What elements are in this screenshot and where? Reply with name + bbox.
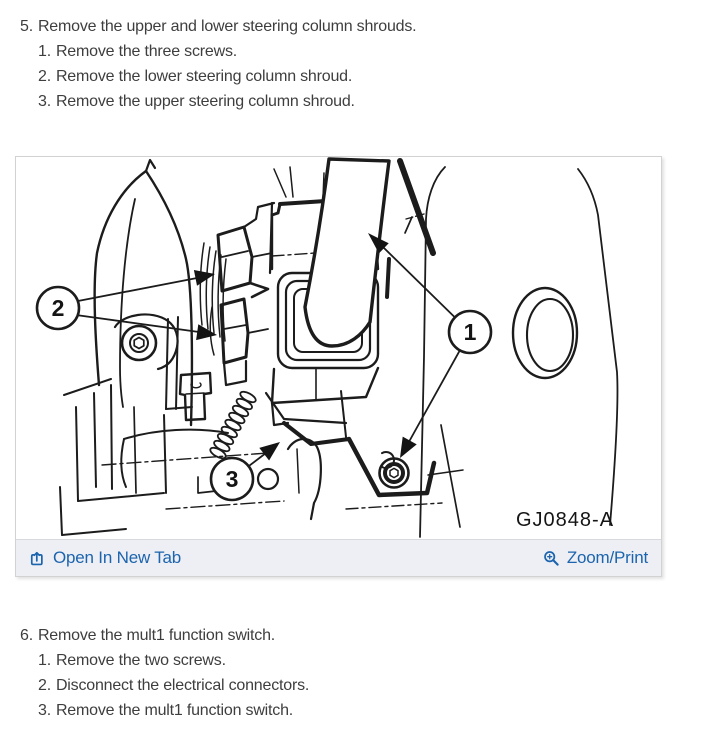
open-in-new-tab-label: Open In New Tab <box>53 548 182 567</box>
step-item <box>38 648 309 673</box>
instructions-step-6 <box>0 623 309 723</box>
callout-3 <box>211 458 253 500</box>
step-number: 3. <box>38 702 51 719</box>
figure-panel <box>15 156 662 577</box>
callout-2 <box>37 287 79 329</box>
step-item <box>20 14 416 39</box>
step-text: Disconnect the electrical connectors. <box>55 677 310 694</box>
callout-3-number: 3 <box>225 466 239 492</box>
step-text: Remove the mult1 function switch. <box>37 627 276 644</box>
figure-code-label: GJ0848-A <box>516 509 615 531</box>
step-item <box>38 64 416 89</box>
step-text: Remove the three screws. <box>55 43 238 60</box>
step-text: Remove the upper and lower steering column shrouds. <box>37 18 417 35</box>
step-text: Remove the two screws. <box>55 652 226 669</box>
step-number: 1. <box>38 43 51 60</box>
step-text: Remove the mult1 function switch. <box>55 702 294 719</box>
steering-column-diagram <box>16 157 661 539</box>
step-number: 6. <box>20 627 33 644</box>
callout-1 <box>449 311 491 353</box>
zoom-icon <box>543 550 560 567</box>
zoom-print-label: Zoom/Print <box>566 548 648 567</box>
open-in-new-tab-link[interactable] <box>29 548 181 568</box>
zoom-print-link[interactable] <box>543 548 648 568</box>
figure-drawing-area <box>16 157 661 539</box>
step-number: 5. <box>20 18 33 35</box>
open-in-new-tab-icon <box>29 550 46 567</box>
step-number: 2. <box>38 68 51 85</box>
step-item <box>38 673 309 698</box>
step-number: 2. <box>38 677 51 694</box>
step-text: Remove the upper steering column shroud. <box>55 93 355 110</box>
figure-toolbar <box>16 539 661 576</box>
step-item <box>38 39 416 64</box>
step-text: Remove the lower steering column shroud. <box>55 68 353 85</box>
step-item <box>20 623 309 648</box>
step-number: 1. <box>38 652 51 669</box>
callout-2-number: 2 <box>51 295 65 321</box>
step-number: 3. <box>38 93 51 110</box>
callout-1-number: 1 <box>463 319 477 345</box>
step-item <box>38 698 309 723</box>
instructions-step-5 <box>0 14 416 114</box>
step-item <box>38 89 416 114</box>
